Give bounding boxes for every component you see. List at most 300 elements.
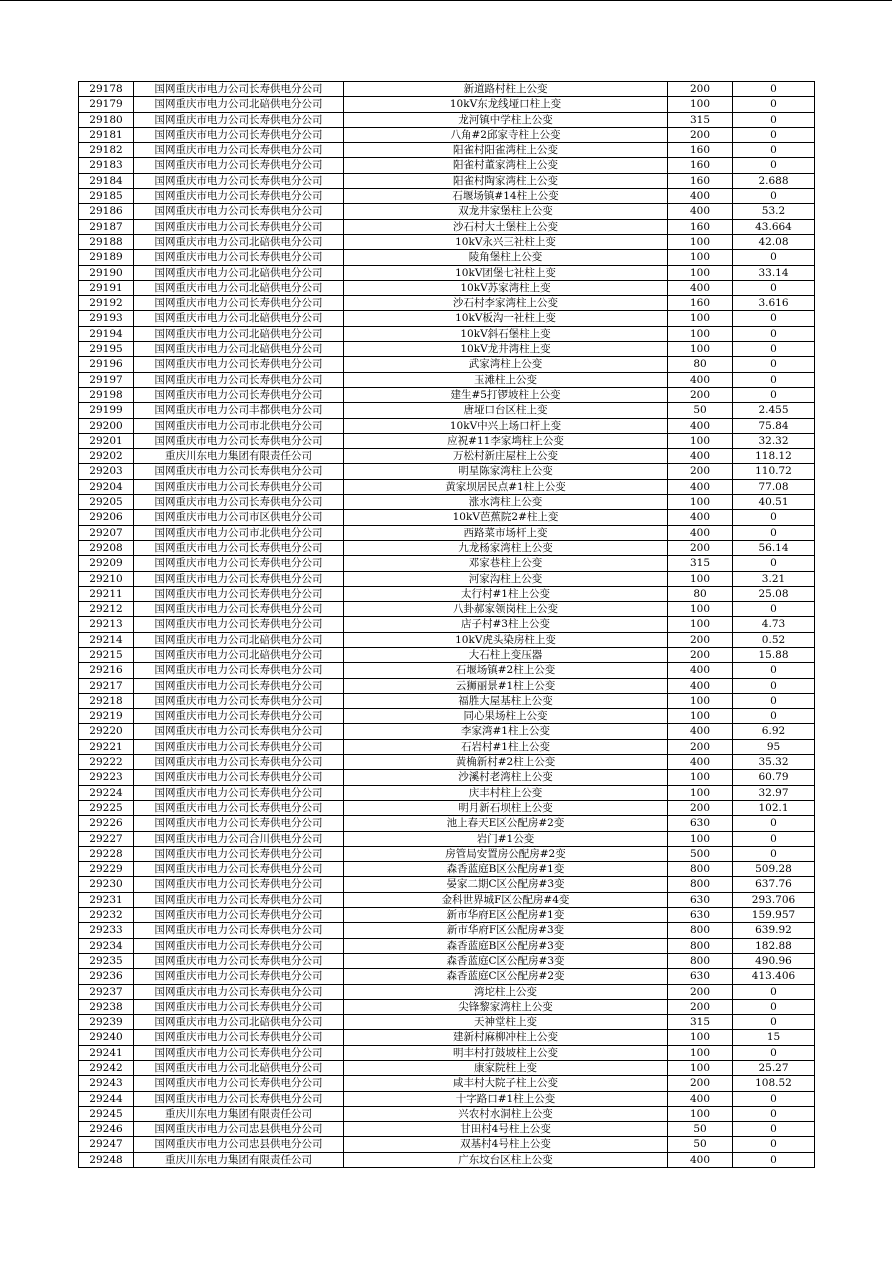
value-cell: 509.28 [733,862,815,877]
row-id-cell: 29197 [79,372,134,387]
transformer-name-cell: 西路菜市场杆上变 [344,525,668,540]
row-id-cell: 29229 [79,862,134,877]
capacity-cell: 200 [668,984,733,999]
company-cell: 国网重庆市电力公司长寿供电分公司 [134,173,344,188]
table-row [79,82,815,97]
row-id-cell: 29246 [79,1122,134,1137]
company-cell: 国网重庆市电力公司长寿供电分公司 [134,204,344,219]
row-id-cell: 29228 [79,846,134,861]
capacity-cell: 800 [668,877,733,892]
table-row [79,1106,815,1121]
company-cell: 国网重庆市电力公司长寿供电分公司 [134,479,344,494]
capacity-cell: 500 [668,846,733,861]
capacity-cell: 200 [668,739,733,754]
capacity-cell: 200 [668,999,733,1014]
capacity-cell: 400 [668,724,733,739]
company-cell: 国网重庆市电力公司长寿供电分公司 [134,693,344,708]
transformer-name-cell: 新市华府E区公配房#1变 [344,908,668,923]
row-id-cell: 29210 [79,571,134,586]
company-cell: 国网重庆市电力公司长寿供电分公司 [134,495,344,510]
table-row [79,280,815,295]
row-id-cell: 29239 [79,1015,134,1030]
company-cell: 国网重庆市电力公司长寿供电分公司 [134,433,344,448]
row-id-cell: 29244 [79,1091,134,1106]
value-cell: 0 [733,342,815,357]
company-cell: 国网重庆市电力公司北碚供电分公司 [134,265,344,280]
capacity-cell: 100 [668,602,733,617]
transformer-name-cell: 涨水湾柱上公变 [344,495,668,510]
company-cell: 国网重庆市电力公司长寿供电分公司 [134,755,344,770]
value-cell: 15 [733,1030,815,1045]
capacity-cell: 80 [668,357,733,372]
transformer-name-cell: 房管局安置房公配房#2变 [344,846,668,861]
table-row [79,449,815,464]
row-id-cell: 29193 [79,311,134,326]
company-cell: 国网重庆市电力公司丰都供电分公司 [134,403,344,418]
company-cell: 国网重庆市电力公司北碚供电分公司 [134,234,344,249]
table-row [79,663,815,678]
table-row [79,1015,815,1030]
transformer-name-cell: 黄家坝居民点#1柱上公变 [344,479,668,494]
transformer-name-cell: 九龙杨家湾柱上公变 [344,540,668,555]
transformer-name-cell: 晏家二期C区公配房#3变 [344,877,668,892]
capacity-cell: 50 [668,403,733,418]
row-id-cell: 29233 [79,923,134,938]
value-cell: 0 [733,372,815,387]
row-id-cell: 29240 [79,1030,134,1045]
table-row [79,892,815,907]
value-cell: 0 [733,846,815,861]
capacity-cell: 160 [668,296,733,311]
capacity-cell: 200 [668,632,733,647]
capacity-cell: 100 [668,1045,733,1060]
value-cell: 159.957 [733,908,815,923]
table-row [79,999,815,1014]
transformer-name-cell: 新市华府F区公配房#3变 [344,923,668,938]
table-row [79,1045,815,1060]
transformer-name-cell: 10kV团堡七社柱上变 [344,265,668,280]
value-cell: 2.688 [733,173,815,188]
value-cell: 0 [733,556,815,571]
company-cell: 国网重庆市电力公司长寿供电分公司 [134,846,344,861]
row-id-cell: 29243 [79,1076,134,1091]
capacity-cell: 200 [668,387,733,402]
transformer-name-cell: 同心果场柱上公变 [344,709,668,724]
table-row [79,877,815,892]
table-row [79,938,815,953]
table-row [79,403,815,418]
table-row [79,311,815,326]
capacity-cell: 100 [668,234,733,249]
table-row [79,127,815,142]
company-cell: 国网重庆市电力公司市北供电分公司 [134,525,344,540]
table-row [79,479,815,494]
transformer-name-cell: 河家沟柱上公变 [344,571,668,586]
value-cell: 0 [733,602,815,617]
company-cell: 国网重庆市电力公司长寿供电分公司 [134,984,344,999]
row-id-cell: 29222 [79,755,134,770]
company-cell: 国网重庆市电力公司长寿供电分公司 [134,112,344,127]
value-cell: 25.27 [733,1061,815,1076]
value-cell: 182.88 [733,938,815,953]
table-row [79,923,815,938]
table-row [79,158,815,173]
company-cell: 国网重庆市电力公司长寿供电分公司 [134,785,344,800]
capacity-cell: 400 [668,678,733,693]
transformer-name-cell: 大石柱上变压器 [344,647,668,662]
table-row [79,693,815,708]
table-row [79,1061,815,1076]
company-cell: 国网重庆市电力公司长寿供电分公司 [134,127,344,142]
row-id-cell: 29179 [79,97,134,112]
row-id-cell: 29183 [79,158,134,173]
transformer-name-cell: 店子村#3柱上公变 [344,617,668,632]
transformer-name-cell: 石堰场镇#14柱上公变 [344,189,668,204]
company-cell: 国网重庆市电力公司北碚供电分公司 [134,326,344,341]
company-cell: 国网重庆市电力公司北碚供电分公司 [134,97,344,112]
transformer-name-cell: 双龙井家堡柱上公变 [344,204,668,219]
table-row [79,204,815,219]
value-cell: 6.92 [733,724,815,739]
transformer-name-cell: 明月新石坝柱上公变 [344,800,668,815]
capacity-cell: 200 [668,464,733,479]
transformer-name-cell: 应祝#11李家塆柱上公变 [344,433,668,448]
transformer-name-cell: 李家湾#1柱上公变 [344,724,668,739]
company-cell: 国网重庆市电力公司长寿供电分公司 [134,143,344,158]
value-cell: 0 [733,999,815,1014]
transformer-name-cell: 龙河镇中学柱上公变 [344,112,668,127]
table-row [79,234,815,249]
row-id-cell: 29245 [79,1106,134,1121]
transformer-name-cell: 10kV东龙线垭口柱上变 [344,97,668,112]
company-cell: 国网重庆市电力公司长寿供电分公司 [134,678,344,693]
value-cell: 0 [733,357,815,372]
company-cell: 国网重庆市电力公司长寿供电分公司 [134,1076,344,1091]
table-row [79,709,815,724]
value-cell: 118.12 [733,449,815,464]
capacity-cell: 630 [668,908,733,923]
transformer-name-cell: 唐垭口台区柱上变 [344,403,668,418]
capacity-cell: 800 [668,923,733,938]
row-id-cell: 29238 [79,999,134,1014]
row-id-cell: 29185 [79,189,134,204]
row-id-cell: 29241 [79,1045,134,1060]
row-id-cell: 29225 [79,800,134,815]
row-id-cell: 29203 [79,464,134,479]
row-id-cell: 29188 [79,234,134,249]
row-id-cell: 29217 [79,678,134,693]
transformer-name-cell: 陵角堡柱上公变 [344,250,668,265]
company-cell: 国网重庆市电力公司长寿供电分公司 [134,556,344,571]
capacity-cell: 50 [668,1137,733,1152]
table-row [79,418,815,433]
transformer-name-cell: 武家湾柱上公变 [344,357,668,372]
company-cell: 重庆川东电力集团有限责任公司 [134,449,344,464]
capacity-cell: 315 [668,1015,733,1030]
company-cell: 国网重庆市电力公司长寿供电分公司 [134,189,344,204]
transformer-name-cell: 康家院柱上变 [344,1061,668,1076]
table-row [79,632,815,647]
table-row [79,1122,815,1137]
capacity-cell: 630 [668,892,733,907]
value-cell: 413.406 [733,969,815,984]
company-cell: 国网重庆市电力公司长寿供电分公司 [134,800,344,815]
value-cell: 102.1 [733,800,815,815]
value-cell: 0 [733,82,815,97]
table-row [79,831,815,846]
row-id-cell: 29212 [79,602,134,617]
company-cell: 国网重庆市电力公司长寿供电分公司 [134,1091,344,1106]
value-cell: 35.32 [733,755,815,770]
company-cell: 国网重庆市电力公司长寿供电分公司 [134,357,344,372]
value-cell: 77.08 [733,479,815,494]
transformer-name-cell: 邓家巷柱上公变 [344,556,668,571]
capacity-cell: 800 [668,862,733,877]
table-row [79,953,815,968]
capacity-cell: 160 [668,143,733,158]
company-cell: 重庆川东电力集团有限责任公司 [134,1152,344,1167]
row-id-cell: 29224 [79,785,134,800]
row-id-cell: 29234 [79,938,134,953]
value-cell: 0 [733,143,815,158]
value-cell: 53.2 [733,204,815,219]
company-cell: 国网重庆市电力公司长寿供电分公司 [134,663,344,678]
table-row [79,219,815,234]
table-row [79,540,815,555]
capacity-cell: 630 [668,816,733,831]
row-id-cell: 29219 [79,709,134,724]
value-cell: 32.32 [733,433,815,448]
transformer-name-cell: 10kV苏家湾柱上变 [344,280,668,295]
company-cell: 国网重庆市电力公司长寿供电分公司 [134,571,344,586]
table-row [79,1137,815,1152]
transformer-name-cell: 双基村4号柱上公变 [344,1137,668,1152]
value-cell: 0 [733,984,815,999]
company-cell: 国网重庆市电力公司市区供电分公司 [134,510,344,525]
transformer-name-cell: 沙溪村老湾柱上公变 [344,770,668,785]
transformer-name-cell: 万松村新庄屋柱上公变 [344,449,668,464]
value-cell: 0 [733,1137,815,1152]
company-cell: 国网重庆市电力公司长寿供电分公司 [134,617,344,632]
company-cell: 国网重庆市电力公司长寿供电分公司 [134,602,344,617]
transformer-name-cell: 玉滩柱上公变 [344,372,668,387]
value-cell: 0 [733,1122,815,1137]
capacity-cell: 100 [668,709,733,724]
transformer-name-cell: 福胜大屋基柱上公变 [344,693,668,708]
row-id-cell: 29220 [79,724,134,739]
row-id-cell: 29223 [79,770,134,785]
row-id-cell: 29209 [79,556,134,571]
transformer-name-cell: 沙石村大土堡柱上公变 [344,219,668,234]
transformer-name-cell: 云狮丽景#1柱上公变 [344,678,668,693]
table-row [79,189,815,204]
transformer-table [78,81,815,1168]
value-cell: 0 [733,1152,815,1167]
value-cell: 3.21 [733,571,815,586]
capacity-cell: 50 [668,1122,733,1137]
company-cell: 国网重庆市电力公司北碚供电分公司 [134,311,344,326]
transformer-name-cell: 新道路村柱上公变 [344,82,668,97]
company-cell: 国网重庆市电力公司长寿供电分公司 [134,770,344,785]
value-cell: 0 [733,112,815,127]
capacity-cell: 400 [668,1152,733,1167]
row-id-cell: 29214 [79,632,134,647]
transformer-name-cell: 沙石村李家湾柱上公变 [344,296,668,311]
row-id-cell: 29226 [79,816,134,831]
table-row [79,265,815,280]
table-row [79,387,815,402]
company-cell: 国网重庆市电力公司北碚供电分公司 [134,1015,344,1030]
value-cell: 490.96 [733,953,815,968]
table-row [79,495,815,510]
value-cell: 639.92 [733,923,815,938]
company-cell: 国网重庆市电力公司长寿供电分公司 [134,158,344,173]
transformer-name-cell: 明星陈家湾柱上公变 [344,464,668,479]
table-row [79,785,815,800]
capacity-cell: 100 [668,265,733,280]
value-cell: 0.52 [733,632,815,647]
transformer-name-cell: 咸丰村大院子柱上公变 [344,1076,668,1091]
table-row [79,296,815,311]
company-cell: 国网重庆市电力公司长寿供电分公司 [134,464,344,479]
row-id-cell: 29196 [79,357,134,372]
transformer-name-cell: 10kV板沟一社柱上变 [344,311,668,326]
table-row [79,602,815,617]
row-id-cell: 29204 [79,479,134,494]
row-id-cell: 29207 [79,525,134,540]
company-cell: 国网重庆市电力公司长寿供电分公司 [134,923,344,938]
table-row [79,357,815,372]
transformer-name-cell: 阳雀村陶家湾柱上公变 [344,173,668,188]
transformer-name-cell: 湾坨柱上公变 [344,984,668,999]
row-id-cell: 29247 [79,1137,134,1152]
value-cell: 0 [733,158,815,173]
row-id-cell: 29231 [79,892,134,907]
table-row [79,97,815,112]
transformer-name-cell: 阳雀村阳雀湾柱上公变 [344,143,668,158]
table-row [79,143,815,158]
company-cell: 国网重庆市电力公司忠县供电分公司 [134,1122,344,1137]
table-row [79,326,815,341]
table-row [79,800,815,815]
transformer-name-cell: 岩门#1公变 [344,831,668,846]
row-id-cell: 29205 [79,495,134,510]
row-id-cell: 29211 [79,586,134,601]
capacity-cell: 400 [668,525,733,540]
company-cell: 国网重庆市电力公司长寿供电分公司 [134,387,344,402]
row-id-cell: 29194 [79,326,134,341]
value-cell: 0 [733,387,815,402]
company-cell: 国网重庆市电力公司长寿供电分公司 [134,908,344,923]
company-cell: 国网重庆市电力公司长寿供电分公司 [134,938,344,953]
table-row [79,342,815,357]
row-id-cell: 29221 [79,739,134,754]
table-row [79,1076,815,1091]
row-id-cell: 29232 [79,908,134,923]
transformer-name-cell: 石岩村#1柱上公变 [344,739,668,754]
row-id-cell: 29198 [79,387,134,402]
row-id-cell: 29178 [79,82,134,97]
table-row [79,908,815,923]
row-id-cell: 29202 [79,449,134,464]
value-cell: 42.08 [733,234,815,249]
transformer-name-cell: 广东坟台区柱上公变 [344,1152,668,1167]
row-id-cell: 29200 [79,418,134,433]
company-cell: 国网重庆市电力公司长寿供电分公司 [134,1030,344,1045]
company-cell: 国网重庆市电力公司长寿供电分公司 [134,953,344,968]
table-row [79,739,815,754]
row-id-cell: 29218 [79,693,134,708]
capacity-cell: 100 [668,693,733,708]
table-row [79,1152,815,1167]
capacity-cell: 400 [668,479,733,494]
capacity-cell: 400 [668,189,733,204]
capacity-cell: 200 [668,800,733,815]
capacity-cell: 400 [668,1091,733,1106]
value-cell: 293.706 [733,892,815,907]
capacity-cell: 630 [668,969,733,984]
value-cell: 0 [733,709,815,724]
capacity-cell: 100 [668,97,733,112]
row-id-cell: 29213 [79,617,134,632]
row-id-cell: 29195 [79,342,134,357]
row-id-cell: 29182 [79,143,134,158]
capacity-cell: 100 [668,250,733,265]
value-cell: 15.88 [733,647,815,662]
value-cell: 56.14 [733,540,815,555]
capacity-cell: 160 [668,219,733,234]
value-cell: 25.08 [733,586,815,601]
company-cell: 国网重庆市电力公司长寿供电分公司 [134,969,344,984]
capacity-cell: 400 [668,449,733,464]
row-id-cell: 29227 [79,831,134,846]
transformer-name-cell: 尖锋黎家湾柱上公变 [344,999,668,1014]
value-cell: 0 [733,510,815,525]
row-id-cell: 29187 [79,219,134,234]
transformer-name-cell: 10kV斜石堡柱上变 [344,326,668,341]
value-cell: 43.664 [733,219,815,234]
company-cell: 国网重庆市电力公司市北供电分公司 [134,418,344,433]
value-cell: 75.84 [733,418,815,433]
row-id-cell: 29199 [79,403,134,418]
value-cell: 2.455 [733,403,815,418]
row-id-cell: 29191 [79,280,134,295]
table-row [79,510,815,525]
transformer-name-cell: 10kV中兴上场口杆上变 [344,418,668,433]
capacity-cell: 100 [668,1106,733,1121]
row-id-cell: 29215 [79,647,134,662]
row-id-cell: 29181 [79,127,134,142]
transformer-name-cell: 森香蓝庭C区公配房#2变 [344,969,668,984]
company-cell: 国网重庆市电力公司长寿供电分公司 [134,999,344,1014]
value-cell: 0 [733,816,815,831]
table-row [79,617,815,632]
transformer-name-cell: 10kV芭蕉院2#柱上变 [344,510,668,525]
transformer-name-cell: 10kV虎头染房柱上变 [344,632,668,647]
capacity-cell: 200 [668,127,733,142]
value-cell: 4.73 [733,617,815,632]
table-row [79,173,815,188]
company-cell: 国网重庆市电力公司长寿供电分公司 [134,296,344,311]
value-cell: 3.616 [733,296,815,311]
transformer-name-cell: 太行村#1柱上公变 [344,586,668,601]
value-cell: 40.51 [733,495,815,510]
value-cell: 0 [733,250,815,265]
transformer-name-cell: 八卦郝家领岗柱上公变 [344,602,668,617]
row-id-cell: 29237 [79,984,134,999]
capacity-cell: 160 [668,158,733,173]
value-cell: 0 [733,663,815,678]
